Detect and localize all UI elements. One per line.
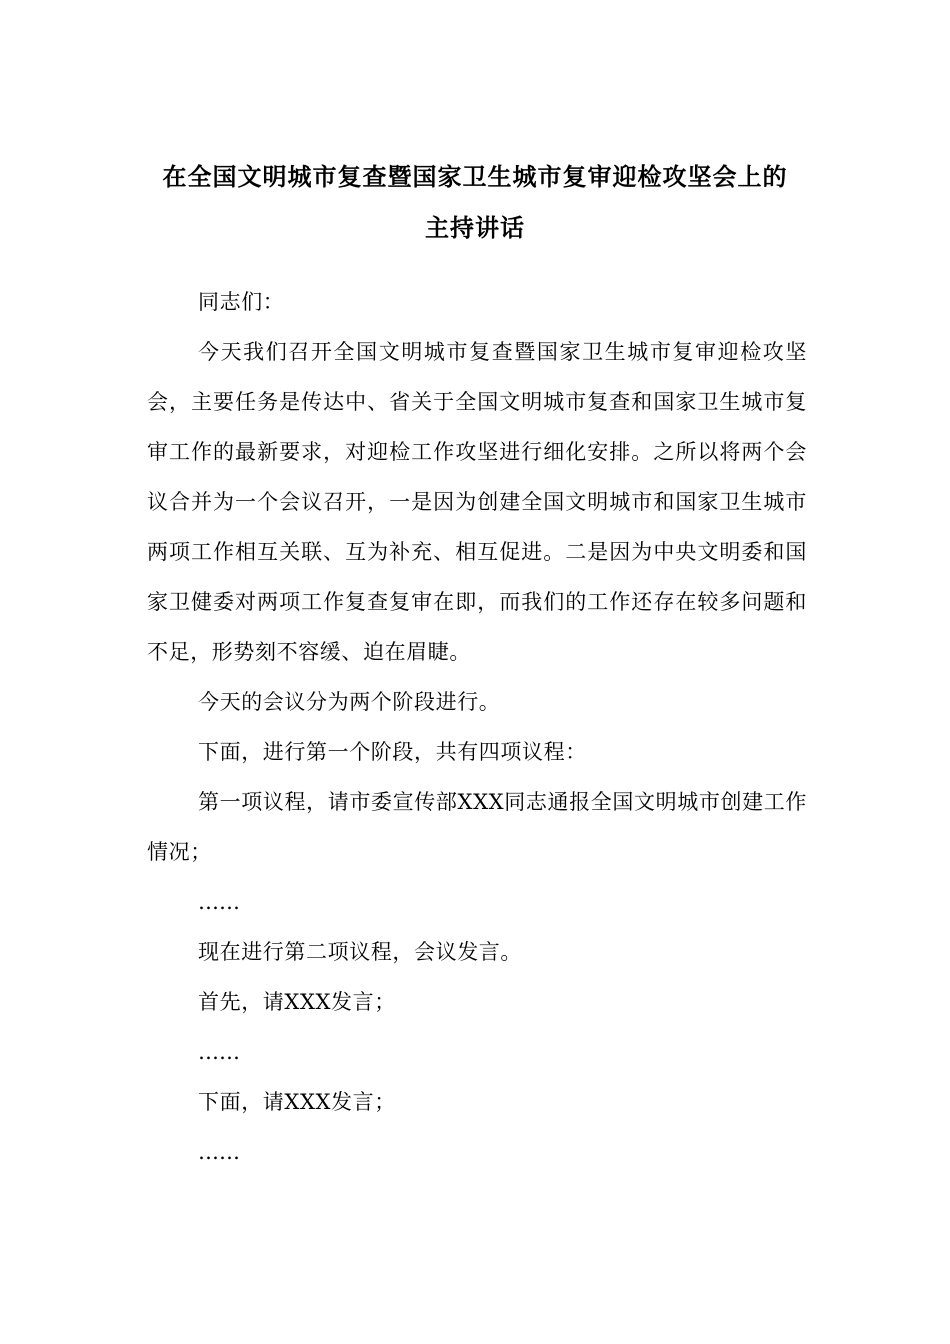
paragraph-first-speaker: 首先，请XXX发言； xyxy=(198,990,396,1014)
document-body xyxy=(147,277,807,1177)
salutation: 同志们： xyxy=(198,290,285,314)
paragraph-agenda-two: 现在进行第二项议程，会议发言。 xyxy=(198,940,522,964)
ellipsis-2: …… xyxy=(198,1040,240,1064)
paragraph-agenda-one: 第一项议程，请市委宣传部XXX同志通报全国文明城市创建工作情况； xyxy=(147,790,807,864)
paragraph-stages: 今天的会议分为两个阶段进行。 xyxy=(198,690,501,714)
ellipsis-1: …… xyxy=(198,890,240,914)
paragraph-intro: 今天我们召开全国文明城市复查暨国家卫生城市复审迎检攻坚会，主要任务是传达中、省关于全国文明城市复查和国家卫生城市复审工作的最新要求，对迎检工作攻坚进行细化安排。之所以将两个会议合并为一个会议召开，一是因为创建全国文明城市和国家卫生城市两项工作相互关联、互为补充、相互促进。二是因为中央文明委和国家卫健委对两项工作复查复审在即，而我们的工作还存在较多问题和不足，形势刻不容缓、迫在眉睫。 xyxy=(147,340,807,664)
paragraph-next-speaker: 下面，请XXX发言； xyxy=(198,1090,396,1114)
document-title-line-2: 主持讲话 xyxy=(425,214,525,242)
document-title-line-1: 在全国文明城市复查暨国家卫生城市复审迎检攻坚会上的 xyxy=(162,163,788,191)
paragraph-stage-one: 下面，进行第一个阶段，共有四项议程： xyxy=(198,740,587,764)
ellipsis-3: …… xyxy=(198,1140,240,1164)
